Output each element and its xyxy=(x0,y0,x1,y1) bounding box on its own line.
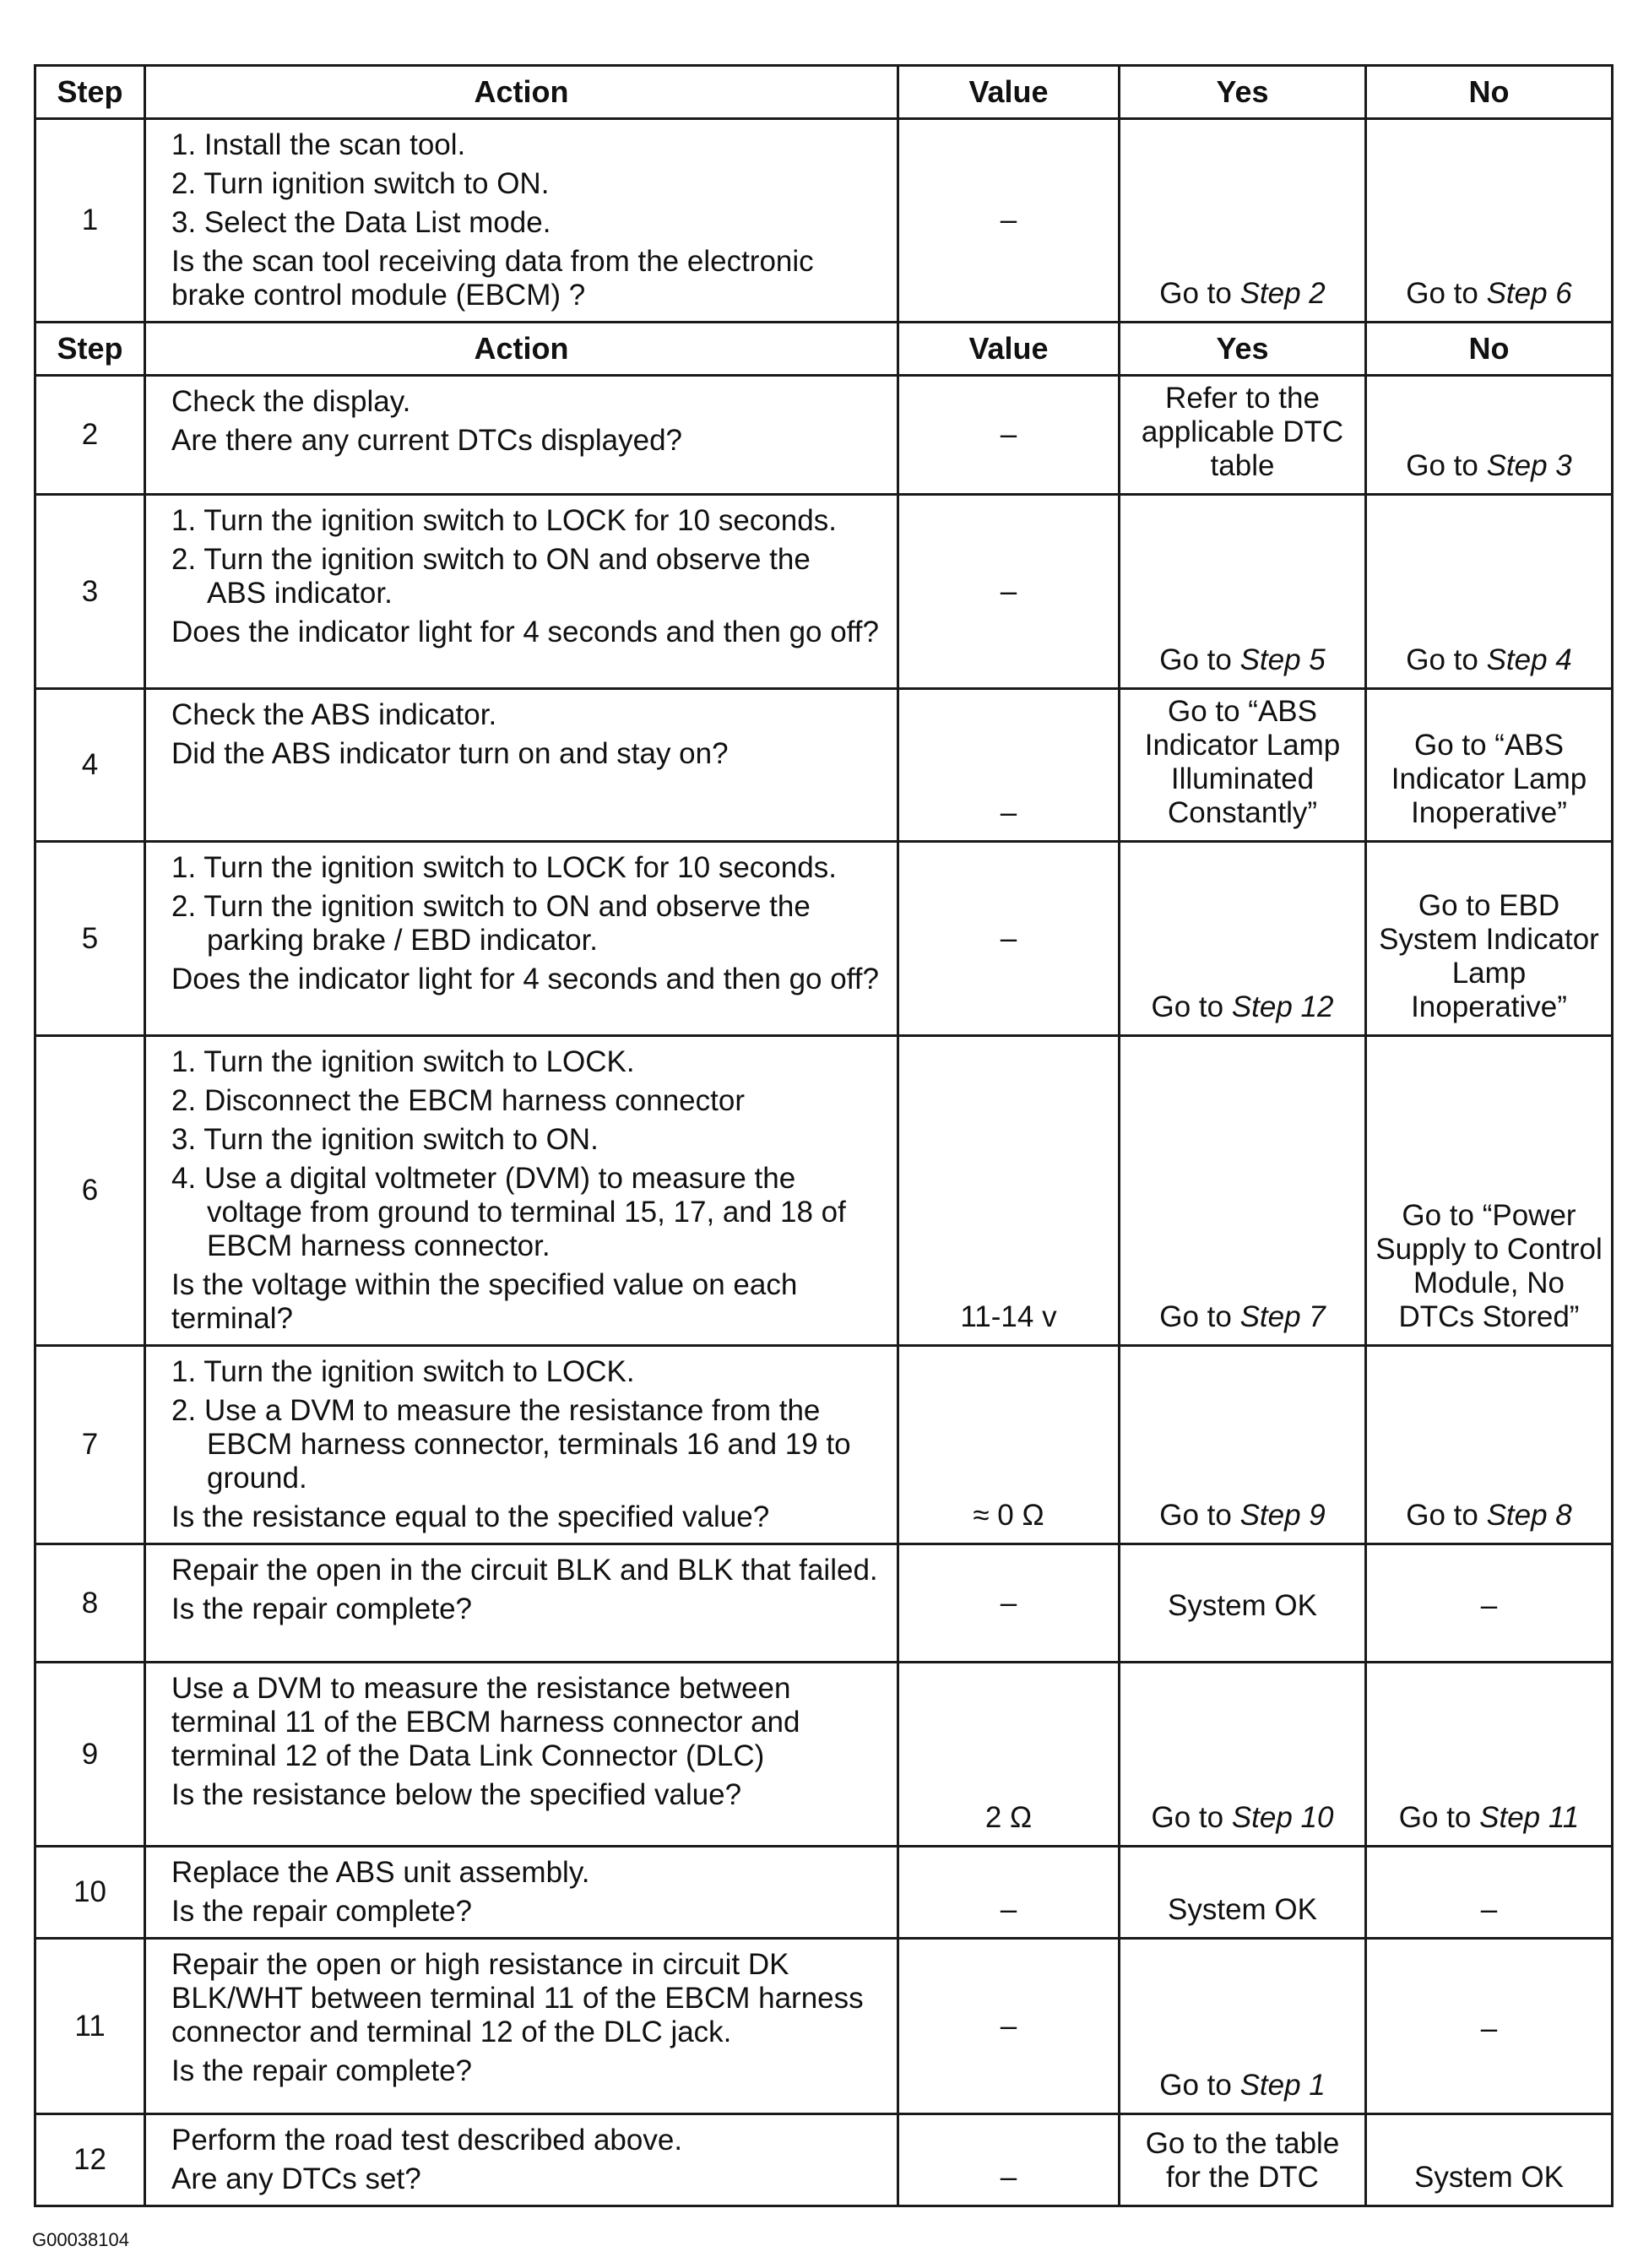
table-header-row xyxy=(35,66,1613,119)
step-number: 8 xyxy=(81,1586,99,1620)
action-text: Turn the ignition switch to ON. xyxy=(203,1123,599,1156)
yes-prefix: Go to xyxy=(1159,1300,1240,1333)
action-question: Are any DTCs set? xyxy=(171,2162,421,2195)
no-step-ref: Step 11 xyxy=(1479,1801,1580,1834)
table-row xyxy=(35,842,1613,1036)
step-number: 5 xyxy=(81,921,99,955)
yes-goto xyxy=(1152,1801,1334,1834)
header-step: Step xyxy=(35,323,145,376)
action-instruction: Check the ABS indicator. xyxy=(171,698,497,731)
action-text: Use a DVM to measure the resistance from the xyxy=(203,1394,821,1427)
value-text: – xyxy=(1000,796,1017,829)
action-instruction: Use a DVM to measure the resistance between terminal 11 of the EBCM harness connector and terminal 12 of the Data Link Connector (DLC) xyxy=(171,1672,800,1772)
action-cell xyxy=(145,1847,898,1939)
step-number: 11 xyxy=(74,2009,106,2043)
step-number-cell xyxy=(35,1847,145,1939)
no-prefix: Go to xyxy=(1406,643,1487,676)
action-continuation: ABS indicator. xyxy=(207,577,393,610)
value-text: – xyxy=(1000,1586,1017,1620)
action-continuation: voltage from ground to terminal 15, 17, and 18 of EBCM harness connector. xyxy=(207,1196,846,1262)
value-text: – xyxy=(1000,418,1017,451)
diagnostic-table xyxy=(34,64,1614,2207)
step-number: 2 xyxy=(81,418,99,451)
yes-prefix: Go to xyxy=(1159,2069,1240,2102)
action-question: Does the indicator light for 4 seconds and then go off? xyxy=(171,963,879,996)
yes-cell xyxy=(1120,1939,1366,2114)
no-goto xyxy=(1399,1801,1579,1834)
yes-cell xyxy=(1120,1847,1366,1939)
diagnostic-table-container xyxy=(34,64,1611,2207)
no-text: Go to “Power Supply to Control Module, No DTCs Stored” xyxy=(1375,1199,1603,1333)
value-text: – xyxy=(1000,1893,1017,1926)
action-continuation: EBCM harness connector, terminals 16 and 19 to ground. xyxy=(207,1428,851,1495)
figure-code: G00038104 xyxy=(32,2229,129,2250)
action-question: Did the ABS indicator turn on and stay on? xyxy=(171,737,729,770)
diagnostic-table-body xyxy=(35,66,1613,2206)
action-cell xyxy=(145,1544,898,1663)
action-number: 1. xyxy=(171,504,197,537)
action-line xyxy=(171,1355,887,1389)
step-number-cell xyxy=(35,1544,145,1663)
action-line xyxy=(171,1084,887,1118)
action-number: 2. xyxy=(171,1394,197,1427)
value-cell xyxy=(898,1036,1120,1346)
action-instruction: Perform the road test described above. xyxy=(171,2124,683,2157)
step-number-cell xyxy=(35,689,145,842)
no-text: – xyxy=(1480,1893,1498,1926)
no-prefix: Go to xyxy=(1406,449,1487,482)
action-question: Is the resistance below the specified value? xyxy=(171,1778,742,1811)
action-instruction: Repair the open or high resistance in circuit DK BLK/WHT between terminal 11 of the EBCM harness connector and terminal 12 of the DLC jack. xyxy=(171,1948,864,2048)
no-prefix: Go to xyxy=(1406,1499,1487,1532)
action-line xyxy=(171,1394,887,1495)
step-number: 6 xyxy=(81,1174,99,1207)
yes-prefix: Go to xyxy=(1151,990,1232,1023)
action-number: 4. xyxy=(171,1162,197,1195)
header-action: Action xyxy=(145,66,898,119)
table-row xyxy=(35,2114,1613,2206)
yes-step-ref: Step 9 xyxy=(1239,1499,1326,1532)
step-number: 12 xyxy=(73,2143,106,2176)
step-number: 4 xyxy=(81,748,99,781)
yes-text: Go to “ABS Indicator Lamp Illuminated Constantly” xyxy=(1144,695,1341,829)
value-cell xyxy=(898,1663,1120,1847)
table-row xyxy=(35,495,1613,689)
action-text: Turn the ignition switch to LOCK. xyxy=(203,1355,635,1388)
yes-cell xyxy=(1120,1544,1366,1663)
yes-prefix: Go to xyxy=(1159,277,1240,310)
table-row xyxy=(35,1939,1613,2114)
table-row xyxy=(35,376,1613,495)
value-text: – xyxy=(1000,2009,1017,2043)
header-no: No xyxy=(1366,66,1613,119)
yes-cell xyxy=(1120,1663,1366,1847)
value-text: ≈ 0 Ω xyxy=(973,1499,1044,1532)
action-cell xyxy=(145,1663,898,1847)
action-line-first xyxy=(171,890,811,923)
no-cell xyxy=(1366,1544,1613,1663)
header-yes: Yes xyxy=(1120,323,1366,376)
action-line xyxy=(171,1162,887,1263)
yes-prefix: Go to xyxy=(1159,643,1240,676)
no-cell xyxy=(1366,1847,1613,1939)
no-step-ref: Step 6 xyxy=(1486,277,1572,310)
value-cell xyxy=(898,1544,1120,1663)
yes-cell xyxy=(1120,119,1366,323)
yes-goto xyxy=(1152,990,1334,1023)
action-line-first xyxy=(171,1162,795,1195)
no-prefix: Go to xyxy=(1406,277,1487,310)
yes-cell xyxy=(1120,495,1366,689)
action-text: Turn the ignition switch to LOCK for 10 seconds. xyxy=(203,504,837,537)
step-number: 10 xyxy=(73,1875,106,1908)
action-line xyxy=(171,890,887,958)
action-text: Disconnect the EBCM harness connector xyxy=(203,1084,745,1117)
step-number-cell xyxy=(35,1663,145,1847)
yes-text: Go to the table for the DTC xyxy=(1145,2127,1340,2194)
table-row xyxy=(35,689,1613,842)
no-text: Go to EBD System Indicator Lamp Inoperative” xyxy=(1379,889,1599,1023)
step-number-cell xyxy=(35,1036,145,1346)
yes-goto xyxy=(1159,2069,1326,2102)
value-cell xyxy=(898,1939,1120,2114)
action-number: 1. xyxy=(171,1045,197,1078)
value-cell xyxy=(898,1346,1120,1544)
step-number: 1 xyxy=(81,203,99,236)
value-cell xyxy=(898,495,1120,689)
step-number-cell xyxy=(35,842,145,1036)
yes-step-ref: Step 2 xyxy=(1239,277,1326,310)
step-number-cell xyxy=(35,2114,145,2206)
action-line xyxy=(171,543,887,610)
header-no: No xyxy=(1366,323,1613,376)
no-step-ref: Step 8 xyxy=(1486,1499,1572,1532)
value-text: – xyxy=(1000,2161,1017,2194)
no-cell xyxy=(1366,1346,1613,1544)
yes-goto xyxy=(1159,277,1326,310)
no-cell xyxy=(1366,842,1613,1036)
action-question: Is the repair complete? xyxy=(171,1592,473,1625)
table-row xyxy=(35,1847,1613,1939)
table-row xyxy=(35,1036,1613,1346)
action-instruction: Replace the ABS unit assembly. xyxy=(171,1856,590,1889)
step-number: 7 xyxy=(81,1428,99,1461)
action-continuation: parking brake / EBD indicator. xyxy=(207,924,599,957)
no-goto xyxy=(1406,449,1572,482)
action-question: Is the resistance equal to the specified value? xyxy=(171,1500,770,1533)
yes-text: System OK xyxy=(1168,1588,1317,1622)
action-text: Turn the ignition switch to LOCK. xyxy=(203,1045,635,1078)
yes-prefix: Go to xyxy=(1159,1499,1240,1532)
action-line-first xyxy=(171,543,811,576)
yes-cell xyxy=(1120,2114,1366,2206)
no-goto xyxy=(1406,277,1572,310)
action-number: 2. xyxy=(171,1084,197,1117)
action-line xyxy=(171,1045,887,1079)
action-number: 3. xyxy=(171,1123,197,1156)
yes-cell xyxy=(1120,842,1366,1036)
action-cell xyxy=(145,119,898,323)
action-instruction: Check the display. xyxy=(171,385,411,418)
table-row xyxy=(35,1544,1613,1663)
yes-step-ref: Step 10 xyxy=(1231,1801,1334,1834)
action-number: 1. xyxy=(171,1355,197,1388)
no-cell xyxy=(1366,1939,1613,2114)
header-step: Step xyxy=(35,66,145,119)
action-cell xyxy=(145,689,898,842)
yes-step-ref: Step 7 xyxy=(1239,1300,1326,1333)
action-text: Turn the ignition switch to LOCK for 10 seconds. xyxy=(203,851,837,884)
action-cell xyxy=(145,376,898,495)
action-line xyxy=(171,851,887,885)
action-cell xyxy=(145,1036,898,1346)
step-number-cell xyxy=(35,1939,145,2114)
value-cell xyxy=(898,119,1120,323)
value-cell xyxy=(898,1847,1120,1939)
no-text: Go to “ABS Indicator Lamp Inoperative” xyxy=(1391,729,1587,829)
action-line xyxy=(171,504,887,538)
action-cell xyxy=(145,842,898,1036)
action-question: Is the repair complete? xyxy=(171,2054,473,2087)
yes-cell xyxy=(1120,1036,1366,1346)
action-line: 1. Install the scan tool. xyxy=(171,128,466,161)
action-cell xyxy=(145,495,898,689)
action-line: 2. Turn ignition switch to ON. xyxy=(171,167,550,200)
yes-step-ref: Step 1 xyxy=(1239,2069,1326,2102)
value-text: 11-14 v xyxy=(960,1300,1057,1333)
action-question: Does the indicator light for 4 seconds and then go off? xyxy=(171,616,879,648)
yes-cell xyxy=(1120,1346,1366,1544)
action-number: 2. xyxy=(171,543,197,576)
value-text: – xyxy=(1000,203,1017,236)
header-value: Value xyxy=(898,323,1120,376)
no-cell xyxy=(1366,2114,1613,2206)
header-action: Action xyxy=(145,323,898,376)
action-text: Use a digital voltmeter (DVM) to measure the xyxy=(203,1162,796,1195)
no-prefix: Go to xyxy=(1398,1801,1480,1834)
yes-step-ref: Step 12 xyxy=(1231,990,1334,1023)
action-question: Is the scan tool receiving data from the electronic brake control module (EBCM) ? xyxy=(171,245,814,312)
action-question: Is the repair complete? xyxy=(171,1895,473,1928)
action-cell xyxy=(145,1939,898,2114)
value-cell xyxy=(898,376,1120,495)
action-number: 1. xyxy=(171,851,197,884)
no-goto xyxy=(1406,1499,1572,1532)
yes-goto xyxy=(1159,1300,1326,1333)
step-number-cell xyxy=(35,119,145,323)
table-header-row-repeat xyxy=(35,323,1613,376)
no-text: System OK xyxy=(1414,2161,1564,2194)
action-text: Turn the ignition switch to ON and observe the xyxy=(203,543,811,576)
action-question: Is the voltage within the specified value on each terminal? xyxy=(171,1268,798,1335)
step-number: 9 xyxy=(81,1737,99,1771)
yes-goto xyxy=(1159,1499,1326,1532)
yes-cell xyxy=(1120,689,1366,842)
action-instruction: Repair the open in the circuit BLK and BLK that failed. xyxy=(171,1554,878,1587)
header-yes: Yes xyxy=(1120,66,1366,119)
no-step-ref: Step 3 xyxy=(1486,449,1572,482)
no-step-ref: Step 4 xyxy=(1486,643,1572,676)
table-row xyxy=(35,1663,1613,1847)
action-text: Turn the ignition switch to ON and observe the xyxy=(203,890,811,923)
value-cell xyxy=(898,842,1120,1036)
step-number: 3 xyxy=(81,574,99,608)
no-cell xyxy=(1366,119,1613,323)
value-cell xyxy=(898,689,1120,842)
action-cell xyxy=(145,1346,898,1544)
action-number: 2. xyxy=(171,890,197,923)
action-line xyxy=(171,1123,887,1157)
no-cell xyxy=(1366,1663,1613,1847)
step-number-cell xyxy=(35,495,145,689)
yes-text: System OK xyxy=(1168,1893,1317,1926)
value-cell xyxy=(898,2114,1120,2206)
step-number-cell xyxy=(35,1346,145,1544)
no-cell xyxy=(1366,495,1613,689)
action-question: Are there any current DTCs displayed? xyxy=(171,424,682,457)
yes-goto xyxy=(1159,643,1326,676)
yes-text: Refer to the applicable DTC table xyxy=(1141,382,1344,482)
value-text: 2 Ω xyxy=(984,1801,1033,1834)
table-row xyxy=(35,1346,1613,1544)
table-row xyxy=(35,119,1613,323)
no-cell xyxy=(1366,376,1613,495)
header-value: Value xyxy=(898,66,1120,119)
yes-prefix: Go to xyxy=(1151,1801,1232,1834)
no-goto xyxy=(1406,643,1572,676)
no-text: – xyxy=(1480,1588,1498,1622)
step-number-cell xyxy=(35,376,145,495)
value-text: – xyxy=(1000,574,1017,608)
no-text: – xyxy=(1480,2011,1498,2045)
no-cell xyxy=(1366,689,1613,842)
yes-step-ref: Step 5 xyxy=(1239,643,1326,676)
yes-cell xyxy=(1120,376,1366,495)
action-cell xyxy=(145,2114,898,2206)
no-cell xyxy=(1366,1036,1613,1346)
value-text: – xyxy=(1000,921,1017,955)
action-line: 3. Select the Data List mode. xyxy=(171,206,551,239)
action-line-first xyxy=(171,1394,820,1427)
